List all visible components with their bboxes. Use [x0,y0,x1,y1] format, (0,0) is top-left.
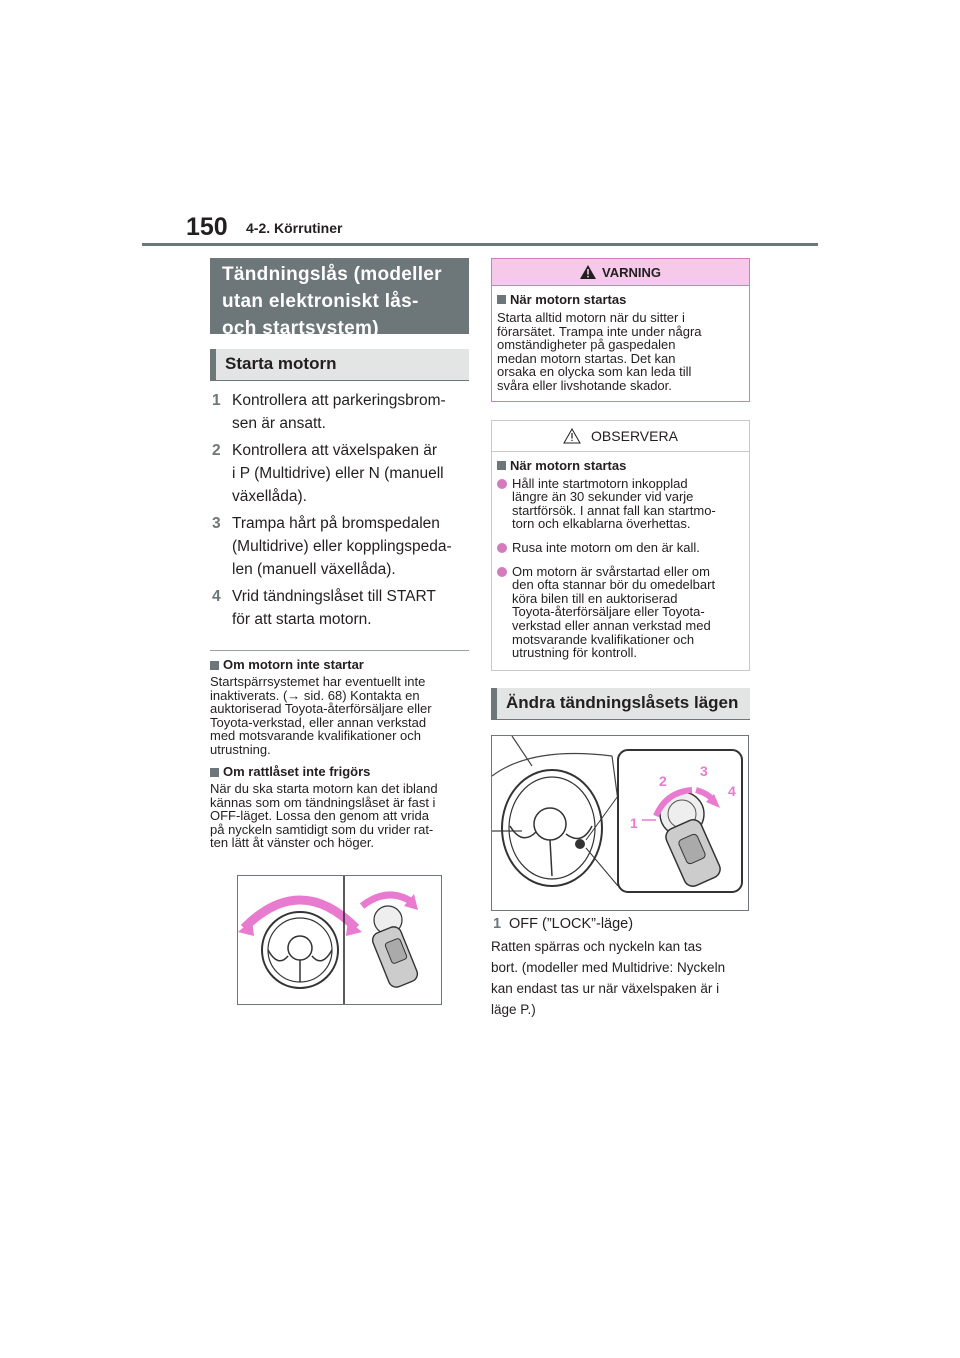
warning-line: omständigheter på gaspedalen [497,337,676,353]
step-line: Vrid tändningslåset till START [232,588,436,605]
note-line: ten lätt åt vänster och höger. [210,835,375,850]
subheader-ignition-positions: Ändra tändningslåsets lägen [491,688,750,720]
position-line: läge P.) [491,1001,536,1017]
steering-wheel-icon [502,770,602,886]
note-title: Om motorn inte startar [223,657,364,672]
step-line: Kontrollera att växelspaken är [232,442,438,459]
step-list [210,389,469,631]
position-line: bort. (modeller med Multidrive: Nyckeln [491,959,726,975]
ignition-switch-illustration [492,736,748,910]
bullet-line: startförsök. I annat fall kan startmo- [512,502,716,518]
step-text [232,585,469,631]
left-column [210,258,469,1005]
subheader-start-engine: Starta motorn [210,349,469,381]
step-line: Kontrollera att parkeringsbrom- [232,392,446,409]
section-label: 4-2. Körrutiner [246,220,343,236]
bullet-text [512,541,700,555]
note-line: inaktiverats. (→ sid. 68) Kontakta en [210,687,420,703]
step-item [210,585,469,631]
warning-subtitle-text: När motorn startas [510,292,627,307]
note-line: på nyckeln samtidigt som du vrider rat- [210,821,434,837]
note-title: Om rattlåset inte frigörs [223,764,371,779]
note-line: Startspärrsystemet har eventuellt inte [210,674,426,689]
bullet-line: Håll inte startmotorn inkopplad [512,475,688,491]
step-text [232,512,469,581]
step-line: i P (Multidrive) eller N (manuell [232,465,444,482]
position-line: Ratten spärras och nyckeln kan tas [491,938,702,954]
main-title [210,258,469,339]
note-line: utrustning. [210,741,271,757]
ignition-slot-icon [575,839,585,849]
note-heading [210,657,469,673]
step-line: len (manuell växellåda). [232,561,396,578]
warning-triangle-icon [580,265,596,279]
warning-line: svåra eller livshotande skador. [497,377,672,393]
figure-label-1: 1 [630,814,638,831]
note-line: När du ska starta motorn kan det ibland [210,781,438,796]
main-title-line: och startsystem) [222,318,379,339]
warning-line: medan motorn startas. Det kan [497,350,676,366]
main-title-line: utan elektroniskt lås- [222,291,419,312]
figure-label-4: 4 [728,782,736,799]
warning-body [492,286,749,401]
notice-bullet [497,477,745,531]
step-item [210,512,469,581]
step-line: växellåda). [232,488,307,505]
header-rule [142,243,818,246]
step-number: 1 [212,392,221,409]
circle-bullet-icon [497,479,507,489]
step-line: Trampa hårt på bromspedalen [232,515,440,532]
square-bullet-icon [210,768,219,777]
warning-subtitle [497,292,745,307]
notice-header [492,421,749,452]
square-bullet-icon [210,661,219,670]
step-item [210,439,469,508]
bullet-line: den ofta stannar bör du omedelbart [512,577,716,593]
notice-label: OBSERVERA [591,427,678,444]
note-line: auktoriserad Toyota-återförsäljare eller [210,701,432,716]
warning-line: förarsätet. Trampa inte under några [497,323,702,339]
square-bullet-icon [497,295,506,304]
warning-label: VARNING [602,264,661,280]
bullet-line: Rusa inte motorn om den är kall. [512,539,700,555]
warning-line: orsaka en olycka som kan leda till [497,364,692,380]
bullet-line: Om motorn är svårstartad eller om [512,563,710,579]
square-bullet-icon [497,461,506,470]
note-heading [210,764,469,780]
bullet-text [512,477,716,531]
right-column [491,258,750,1020]
position-number: 1 [493,915,502,932]
bullet-line: Toyota-återförsäljare eller Toyota- [512,604,705,620]
steering-key-figure [237,875,442,1005]
figure-label-2: 2 [659,772,667,789]
main-title-line: Tändningslås (modeller [222,264,442,285]
warning-box [491,258,750,402]
note-line: med motsvarande kvalifikationer och [210,728,421,743]
bullet-line: verkstad eller annan verkstad med [512,617,711,633]
page-number: 150 [186,213,228,241]
divider [210,650,469,651]
warning-line: Starta alltid motorn när du sitter i [497,310,685,325]
step-number: 2 [212,442,221,459]
steering-wheel-icon [262,912,338,988]
notice-subtitle-text: När motorn startas [510,457,627,473]
bullet-line: köra bilen till en auktoriserad [512,590,678,606]
step-line: för att starta motorn. [232,611,372,628]
rotate-arrow-icon [244,900,356,928]
warning-header [492,259,749,286]
caution-triangle-icon [563,428,581,444]
position-line: kan endast tas ur när växelspaken är i [491,980,720,996]
note-line: Toyota-verkstad, eller annan verkstad [210,714,427,730]
position-title: OFF (”LOCK”-läge) [509,915,634,932]
note-line: kännas som om tändningslåset är fast i [210,794,436,810]
steering-wheel-key-illustration [238,876,441,1004]
bullet-line: torn och elkablarna överhettas. [512,516,691,532]
step-item [210,389,469,435]
step-text [232,439,469,508]
circle-bullet-icon [497,543,507,553]
bullet-line: utrustning för kontroll. [512,645,638,661]
step-number: 3 [212,515,221,532]
bullet-text [512,565,715,660]
position-heading [491,915,750,933]
notice-bullet [497,541,745,555]
notice-bullet [497,565,745,660]
step-number: 4 [212,588,221,605]
figure-label-3: 3 [700,762,708,779]
bullet-line: motsvarande kvalifikationer och [512,631,695,647]
bullet-line: längre än 30 sekunder vid varje [512,489,694,505]
step-text [232,389,469,435]
note-line: OFF-läget. Lossa den genom att vrida [210,808,429,823]
step-line: sen är ansatt. [232,415,326,432]
notice-body [492,452,749,670]
warning-text [497,311,745,393]
circle-bullet-icon [497,567,507,577]
notice-box [491,420,750,671]
position-description [491,936,750,1020]
key-icon [362,894,420,990]
step-line: (Multidrive) eller kopplingspeda- [232,538,452,555]
notice-subtitle [497,458,745,473]
note-body [210,782,469,850]
note-body [210,675,469,756]
ignition-positions-figure [491,735,749,911]
